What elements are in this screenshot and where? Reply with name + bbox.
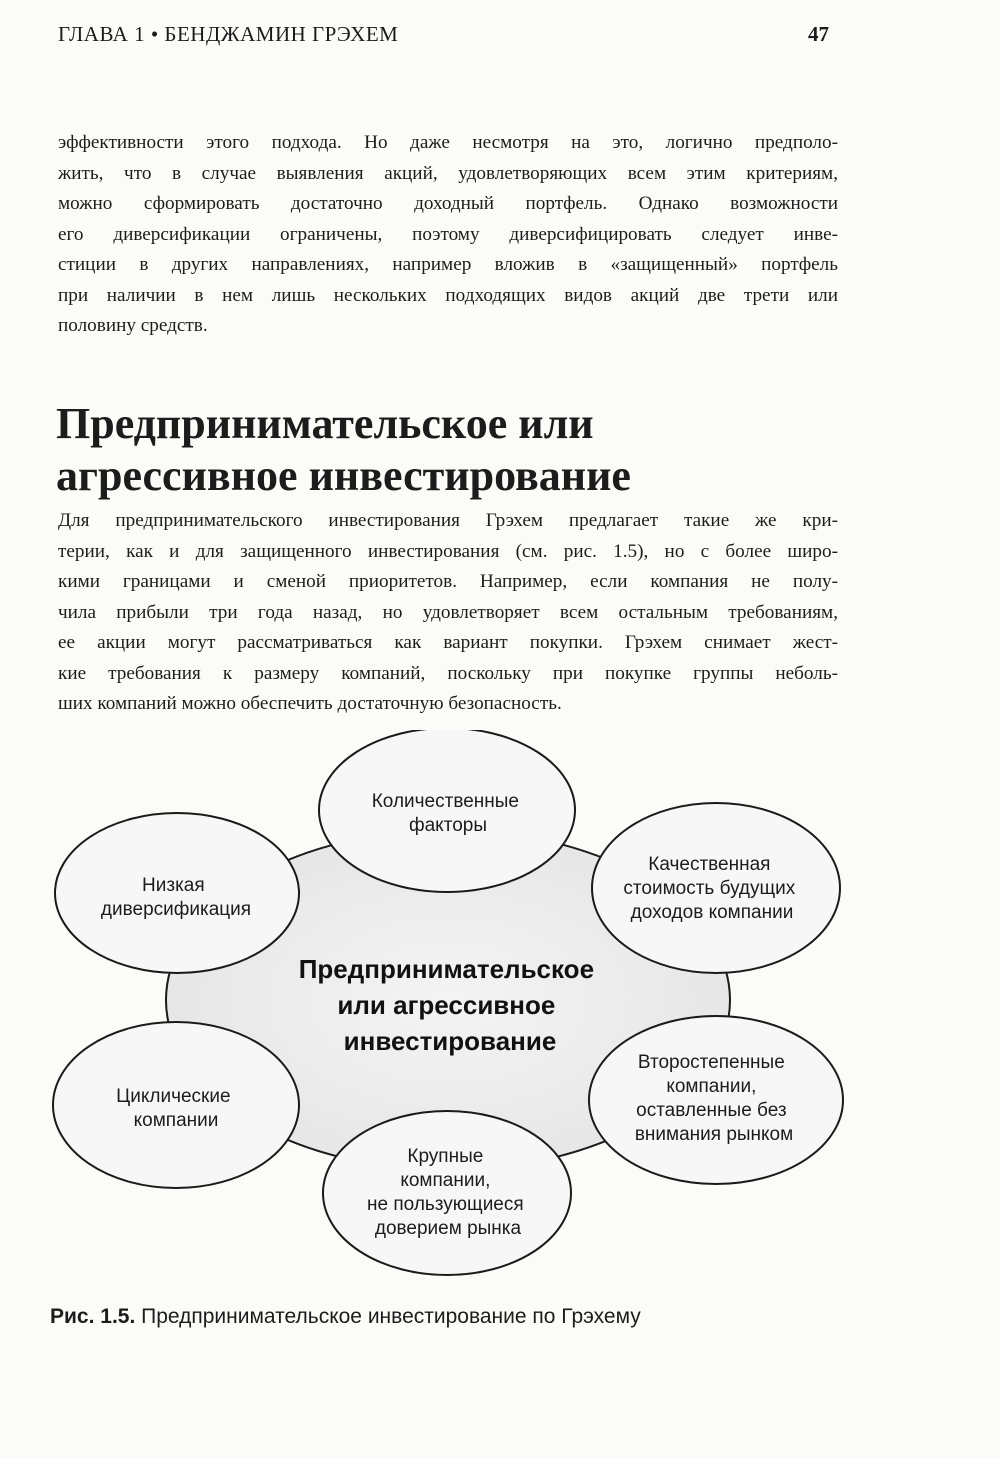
node-label-line: доверием рынка	[374, 1218, 522, 1239]
node-label-line: оставленные без	[636, 1100, 787, 1121]
paragraph-line: ших компаний можно обеспечить достаточную безопасность.	[58, 693, 562, 714]
caption-label: Рис. 1.5.	[50, 1305, 136, 1328]
node-label-line: Циклические	[116, 1086, 231, 1107]
paragraph-line: при наличии в нем лишь нескольких подходящих видов акций две трети или	[58, 284, 838, 306]
center-label-line: или агрессивное	[337, 990, 556, 1020]
node-label-line: факторы	[408, 815, 488, 836]
node-upper-right-label	[623, 854, 800, 923]
center-label	[299, 954, 602, 1056]
node-label-line: внимания рынком	[634, 1124, 794, 1145]
center-label-line: Предпринимательское	[298, 954, 595, 984]
paragraph-line: кие требования к размеру компаний, поскольку при покупке группы неболь-	[58, 662, 838, 684]
node-label-line: не пользующиеся	[367, 1194, 524, 1215]
section-title-line: агрессивное инвестирование	[56, 451, 631, 500]
section-title-line: Предпринимательское или	[56, 399, 594, 448]
page-number: 47	[808, 22, 829, 46]
node-label-line: доходов компании	[630, 902, 794, 923]
paragraph-line: половину средств.	[58, 315, 208, 336]
figure-caption	[50, 1305, 641, 1329]
paragraph-line: можно сформировать достаточно доходный портфель. Однако возможности	[58, 193, 838, 214]
node-label-line: Второстепенные	[637, 1052, 785, 1073]
figure-diagram	[0, 730, 1000, 1290]
node-label-line: диверсификация	[100, 899, 252, 920]
paragraph-line: терии, как и для защищенного инвестирования (см. рис. 1.5), но с более широ-	[58, 540, 838, 562]
paragraph-line: его диверсификации ограничены, поэтому диверсифицировать следует инве-	[58, 223, 838, 245]
node-label-line: компании	[133, 1110, 219, 1131]
node-label-line: компании,	[666, 1076, 757, 1097]
paragraph-line: эффективности этого подхода. Но даже несмотря на это, логично предполо-	[58, 132, 838, 153]
paragraph-line: Для предпринимательского инвестирования Грэхем предлагает такие же кри-	[58, 510, 838, 531]
node-label-line: стоимость будущих	[623, 878, 796, 899]
section-title	[56, 398, 956, 502]
node-label-line: Количественные	[371, 791, 519, 812]
node-label-line: Крупные	[407, 1146, 484, 1167]
node-bottom-ellipse	[323, 1111, 571, 1275]
paragraph-line: стиции в других направлениях, например вложив в «защищенный» портфель	[58, 254, 838, 275]
section-paragraph	[58, 506, 838, 720]
node-label-line: Низкая	[142, 875, 205, 896]
running-head: ГЛАВА 1 • БЕНДЖАМИН ГРЭХЕМ	[58, 22, 399, 46]
paragraph-line: ее акции могут рассматриваться как вариант покупки. Грэхем снимает жест-	[58, 632, 838, 653]
center-label-line: инвестирование	[343, 1026, 557, 1056]
paragraph-line: кими границами и сменой приоритетов. Например, если компания не полу-	[58, 571, 838, 592]
paragraph-line: чила прибыли три года назад, но удовлетворяет всем остальным требованиям,	[58, 601, 838, 623]
caption-text: Предпринимательское инвестирование по Грэхему	[141, 1305, 641, 1328]
paragraph-line: жить, что в случае выявления акций, удовлетворяющих всем этим критериям,	[58, 162, 838, 184]
node-label-line: Качественная	[648, 854, 771, 875]
node-label-line: компании,	[400, 1170, 491, 1191]
intro-paragraph	[58, 128, 838, 342]
